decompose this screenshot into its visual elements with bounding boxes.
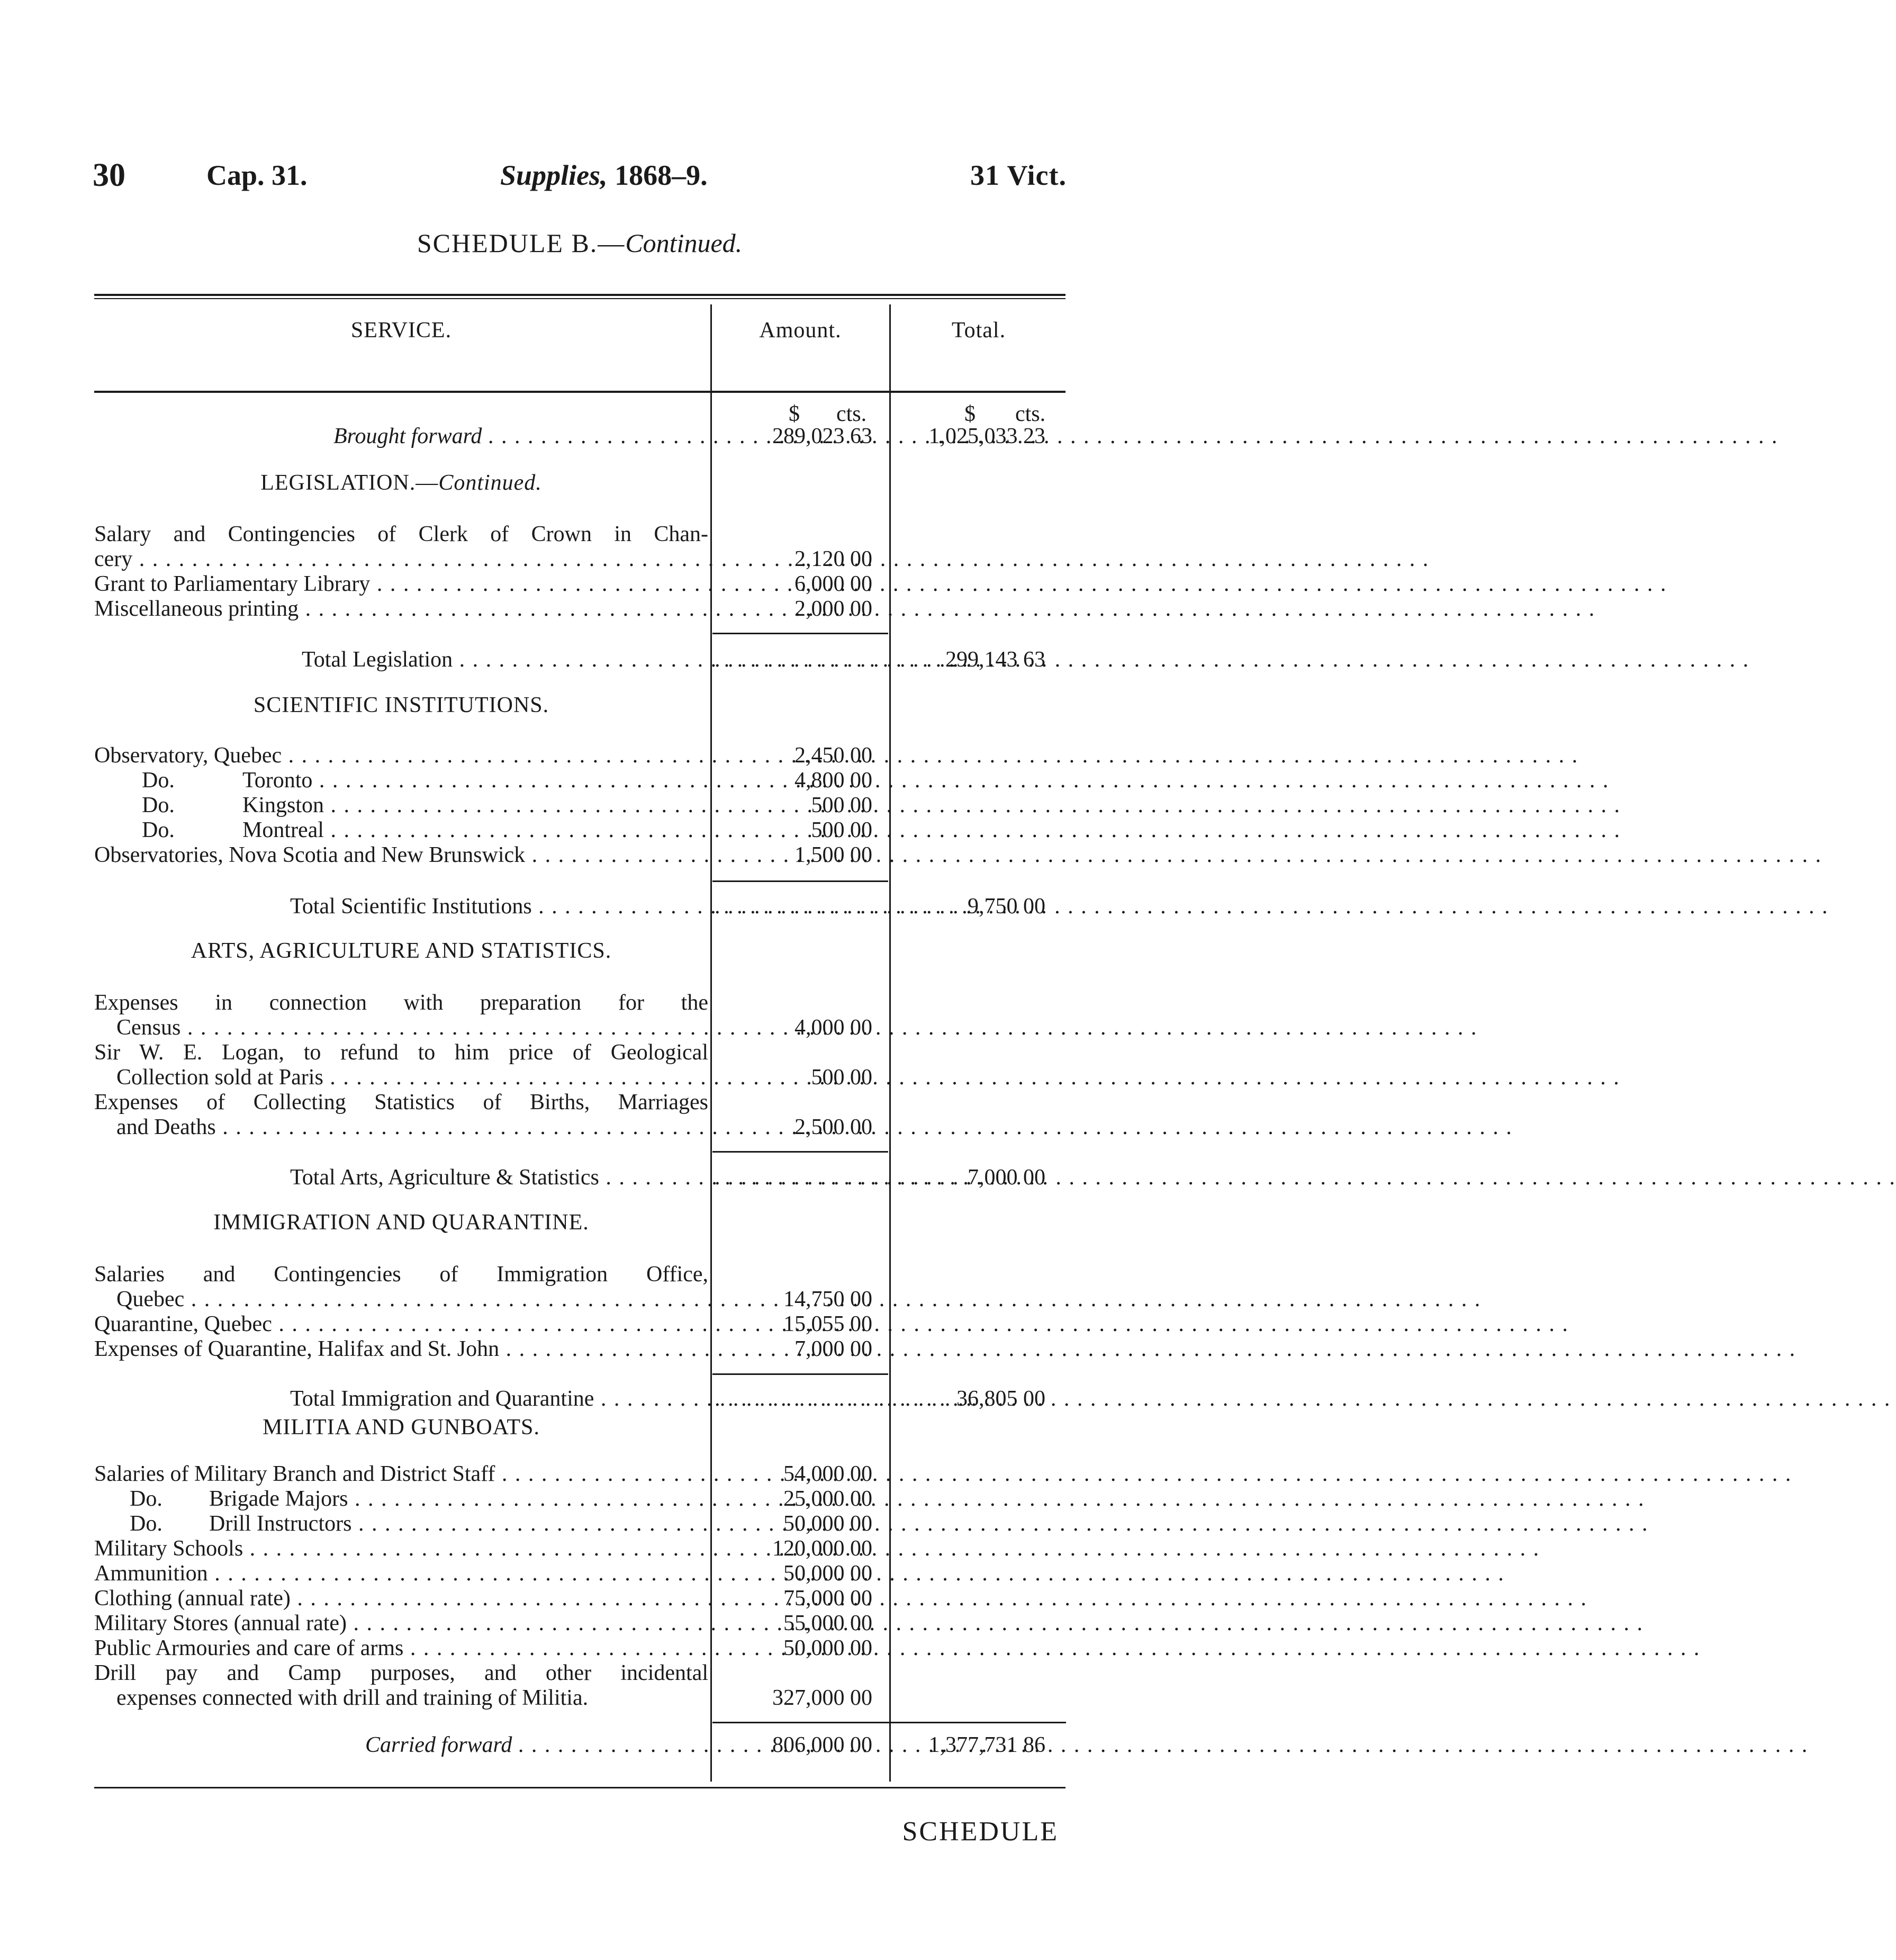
legislation-total-row	[0, 647, 1159, 672]
immigration-heading: IMMIGRATION AND QUARANTINE.	[213, 1210, 589, 1235]
obs-kingston: Kingston . . .	[242, 793, 1621, 817]
militia-staff-amount: 54,000 00	[783, 1462, 872, 1486]
arts-total-dots: . . . . . . . . . . . . . . . . . . . .	[715, 1165, 973, 1190]
immigration-subtotal-rule	[712, 1373, 888, 1375]
militia-brigade-cell	[130, 1486, 708, 1512]
table-row	[0, 1461, 1159, 1487]
obs-toronto-cell	[142, 768, 708, 793]
quarantine-halifax-cell	[94, 1336, 708, 1362]
militia-clothing: Clothing (annual rate) . . .	[94, 1586, 1587, 1611]
immigration-office-line1: Salaries and Contingencies of Immigration Office,	[94, 1262, 708, 1287]
table-row	[0, 1262, 1159, 1287]
logan-line1: Sir W. E. Logan, to refund to him price of Geological	[94, 1040, 708, 1065]
obs-kingston-amount: 500 00	[811, 793, 872, 817]
table-row	[0, 546, 1159, 572]
header-amount: Amount.	[759, 318, 842, 343]
militia-heading: MILITIA AND GUNBOATS.	[263, 1415, 540, 1440]
legislation-total-label: Total Legislation . . .	[302, 648, 1749, 672]
legislation-item1-line1: Salary and Contingencies of Clerk of Crown in Chan-	[94, 522, 708, 546]
militia-stores: Military Stores (annual rate) . . .	[94, 1611, 1644, 1635]
legislation-item2: Grant to Parliamentary Library . . .	[94, 572, 1667, 596]
obs-montreal: Montreal . . .	[242, 818, 1621, 842]
legislation-item3-cell	[94, 596, 708, 622]
immigration-office-line2: Quebec . . .	[116, 1287, 1481, 1311]
ditto-mark: Do.	[130, 1487, 162, 1511]
scientific-total-dots: . . . . . . . . . . . . . . . . . . . .	[715, 894, 973, 919]
census-line1: Expenses in connection with preparation for the	[94, 991, 708, 1015]
quarantine-halifax: Expenses of Quarantine, Halifax and St. John . . .	[94, 1337, 1796, 1361]
militia-drill-instructors-cell	[130, 1511, 708, 1536]
immigration-total: 36,805 00	[956, 1387, 1045, 1411]
table-row	[0, 1040, 1159, 1065]
obs-ns-nb: Observatories, Nova Scotia and New Brunswick . . .	[94, 843, 1822, 867]
ditto-mark: Do.	[142, 768, 175, 793]
immigration-total-label-cell	[290, 1386, 708, 1411]
logan-line2-cell	[116, 1065, 708, 1090]
immigration-total-label: Total Immigration and Quarantine . . .	[290, 1387, 1891, 1411]
table-row	[0, 596, 1159, 622]
page-number: 30	[93, 157, 125, 193]
stats-line2-cell	[116, 1114, 708, 1140]
act-title	[500, 159, 708, 192]
immigration-office-line2-cell	[116, 1287, 708, 1312]
militia-ammunition: Ammunition . . .	[94, 1561, 1505, 1586]
carried-forward-label: Carried forward . . .	[365, 1733, 1809, 1757]
carried-forward-row	[0, 1732, 1159, 1758]
brought-forward-total: 1,025,033 23	[928, 424, 1045, 448]
legislation-item1-amount: 2,120 00	[794, 547, 872, 571]
immigration-office-amount: 14,750 00	[783, 1287, 872, 1311]
scientific-total-label: Total Scientific Institutions . . .	[290, 894, 1829, 919]
militia-clothing-amount: 75,000 00	[783, 1586, 872, 1611]
table-row	[0, 1287, 1159, 1312]
table-row	[0, 1065, 1159, 1090]
table-row	[0, 793, 1159, 818]
arts-total-row	[0, 1165, 1159, 1190]
table-row	[0, 1685, 1159, 1711]
carried-forward-amount: 806,000 00	[772, 1733, 872, 1757]
militia-schools-amount: 120,000 00	[772, 1536, 872, 1561]
scientific-heading: SCIENTIFIC INSTITUTIONS.	[253, 693, 549, 717]
militia-drillpay-line1: Drill pay and Camp purposes, and other incidental	[94, 1661, 708, 1685]
amount-cents-unit: cts.	[836, 402, 867, 426]
brought-forward-label-cell	[333, 424, 708, 449]
schedule-title-continued: Continued.	[625, 228, 743, 258]
logan-amount: 500 00	[811, 1065, 872, 1090]
table-row	[0, 768, 1159, 793]
obs-toronto: Toronto . . .	[242, 768, 1609, 793]
arts-total-label: Total Arts, Agriculture & Statistics . . .	[290, 1165, 1896, 1190]
legislation-subtotal-rule	[712, 633, 888, 634]
carried-forward-total: 1,377,731 86	[928, 1733, 1045, 1757]
table-row	[0, 1511, 1159, 1536]
legislation-item1-line2: cery . . .	[94, 547, 1429, 571]
stats-line2: and Deaths . . .	[116, 1115, 1513, 1139]
ditto-mark: Do.	[130, 1512, 162, 1536]
running-head	[93, 159, 1067, 201]
obs-ns-nb-cell	[94, 842, 708, 868]
arts-heading: ARTS, AGRICULTURE AND STATISTICS.	[191, 939, 612, 963]
brought-forward-amount: 289,023 63	[772, 424, 872, 448]
quarantine-quebec: Quarantine, Quebec . . .	[94, 1312, 1569, 1336]
brought-forward-label: Brought forward . . .	[333, 424, 1778, 448]
census-line2-cell	[116, 1015, 708, 1040]
militia-stores-cell	[94, 1611, 708, 1636]
table-row	[0, 1336, 1159, 1362]
legislation-total: 299,143 63	[945, 648, 1045, 672]
scientific-total-label-cell	[290, 894, 708, 919]
table-row	[0, 571, 1159, 597]
table-row	[0, 1536, 1159, 1561]
militia-armouries-amount: 50,000 00	[783, 1636, 872, 1660]
table-row	[0, 1114, 1159, 1140]
brought-forward-row	[0, 424, 1159, 449]
census-amount: 4,000 00	[794, 1015, 872, 1040]
obs-ns-nb-amount: 1,500 00	[794, 843, 872, 867]
arts-total: 7,000 00	[968, 1165, 1045, 1190]
militia-brigade-amount: 25,000 00	[783, 1487, 872, 1511]
act-title-word: Supplies,	[500, 159, 608, 191]
militia-armouries: Public Armouries and care of arms . . .	[94, 1636, 1700, 1660]
table-top-rule-thin	[94, 298, 1066, 299]
table-row	[0, 743, 1159, 768]
scientific-total-row	[0, 894, 1159, 919]
table-row	[0, 1561, 1159, 1586]
legislation-item2-cell	[94, 571, 708, 597]
table-row	[0, 1486, 1159, 1512]
legislation-item3: Miscellaneous printing . . .	[94, 597, 1595, 621]
quarantine-quebec-cell	[94, 1311, 708, 1337]
militia-drillpay-line2: expenses connected with drill and training of Militia.	[116, 1686, 589, 1710]
act-title-years: 1868–9.	[615, 159, 708, 191]
table-row	[0, 1311, 1159, 1337]
table-row	[0, 1090, 1159, 1115]
quarantine-halifax-amount: 7,000 00	[794, 1337, 872, 1361]
table-bottom-rule	[94, 1787, 1066, 1788]
legislation-total-dots: . . . . . . . . . . . . . . . . . . . .	[715, 648, 973, 672]
carried-forward-label-cell	[365, 1732, 708, 1758]
table-row	[0, 1635, 1159, 1661]
carried-forward-rule	[712, 1722, 1066, 1723]
table-row	[0, 817, 1159, 843]
militia-ammunition-cell	[94, 1561, 708, 1586]
obs-montreal-amount: 500 00	[811, 818, 872, 842]
header-bottom-rule	[94, 391, 1066, 393]
militia-staff-cell	[94, 1461, 708, 1487]
units-row	[0, 401, 1159, 427]
obs-kingston-cell	[142, 793, 708, 818]
total-dollar-unit: $	[964, 402, 976, 426]
catchword: SCHEDULE	[902, 1817, 1059, 1847]
table-top-rule	[94, 294, 1066, 296]
legislation-total-label-cell	[302, 647, 708, 672]
ditto-mark: Do.	[142, 818, 175, 842]
militia-armouries-cell	[94, 1635, 708, 1661]
table-row	[0, 522, 1159, 547]
militia-drillpay-amount: 327,000 00	[772, 1686, 872, 1710]
ditto-mark: Do.	[142, 793, 175, 817]
legislation-item2-amount: 6,000 00	[794, 572, 872, 596]
legislation-item3-amount: 2,000 00	[794, 597, 872, 621]
militia-schools-cell	[94, 1536, 708, 1561]
arts-subtotal-rule	[712, 1151, 888, 1153]
immigration-total-row	[0, 1386, 1159, 1411]
militia-stores-amount: 55,000 00	[783, 1611, 872, 1635]
obs-quebec-amount: 2,450 00	[794, 743, 872, 768]
regnal-year: 31 Vict.	[970, 159, 1067, 191]
legislation-item1-line2-cell	[94, 546, 708, 572]
census-line2: Census . . .	[116, 1015, 1477, 1040]
militia-drill-instructors-amount: 50,000 00	[783, 1512, 872, 1536]
quarantine-quebec-amount: 15,055 00	[783, 1312, 872, 1336]
scientific-subtotal-rule	[712, 880, 888, 882]
table-row	[0, 1611, 1159, 1636]
logan-line2: Collection sold at Paris . . .	[116, 1065, 1620, 1090]
immigration-total-dots: . . . . . . . . . . . . . . . . . . . .	[715, 1387, 973, 1411]
militia-staff: Salaries of Military Branch and District Staff . . .	[94, 1462, 1792, 1486]
legislation-heading	[94, 470, 708, 496]
schedule-title	[0, 228, 1159, 258]
obs-quebec-cell	[94, 743, 708, 768]
total-cents-unit: cts.	[1015, 402, 1046, 426]
amount-dollar-unit: $	[789, 402, 800, 426]
legislation-heading-continued: Continued.	[438, 471, 542, 495]
table-row	[0, 1660, 1159, 1686]
obs-quebec: Observatory, Quebec . . .	[94, 743, 1578, 768]
chapter-number: Cap. 31.	[206, 159, 308, 191]
stats-amount: 2,500 00	[794, 1115, 872, 1139]
schedule-title-main: SCHEDULE B.—	[417, 228, 626, 258]
militia-ammunition-amount: 50,000 00	[783, 1561, 872, 1586]
militia-clothing-cell	[94, 1586, 708, 1611]
stats-line1: Expenses of Collecting Statistics of Births, Marriages	[94, 1090, 708, 1114]
obs-montreal-cell	[142, 817, 708, 843]
militia-brigade: Brigade Majors . . .	[209, 1487, 1645, 1511]
scientific-total: 9,750 00	[968, 894, 1045, 919]
arts-total-label-cell	[290, 1165, 708, 1190]
militia-drill-instructors: Drill Instructors . . .	[209, 1512, 1648, 1536]
table-row	[0, 990, 1159, 1015]
table-row	[0, 1586, 1159, 1611]
obs-toronto-amount: 4,800 00	[794, 768, 872, 793]
header-total: Total.	[951, 318, 1006, 343]
militia-schools: Military Schools . . .	[94, 1536, 1540, 1561]
table-row	[0, 842, 1159, 868]
table-row	[0, 1015, 1159, 1040]
legislation-heading-text: LEGISLATION.—	[260, 471, 439, 495]
header-service: SERVICE.	[350, 318, 452, 343]
